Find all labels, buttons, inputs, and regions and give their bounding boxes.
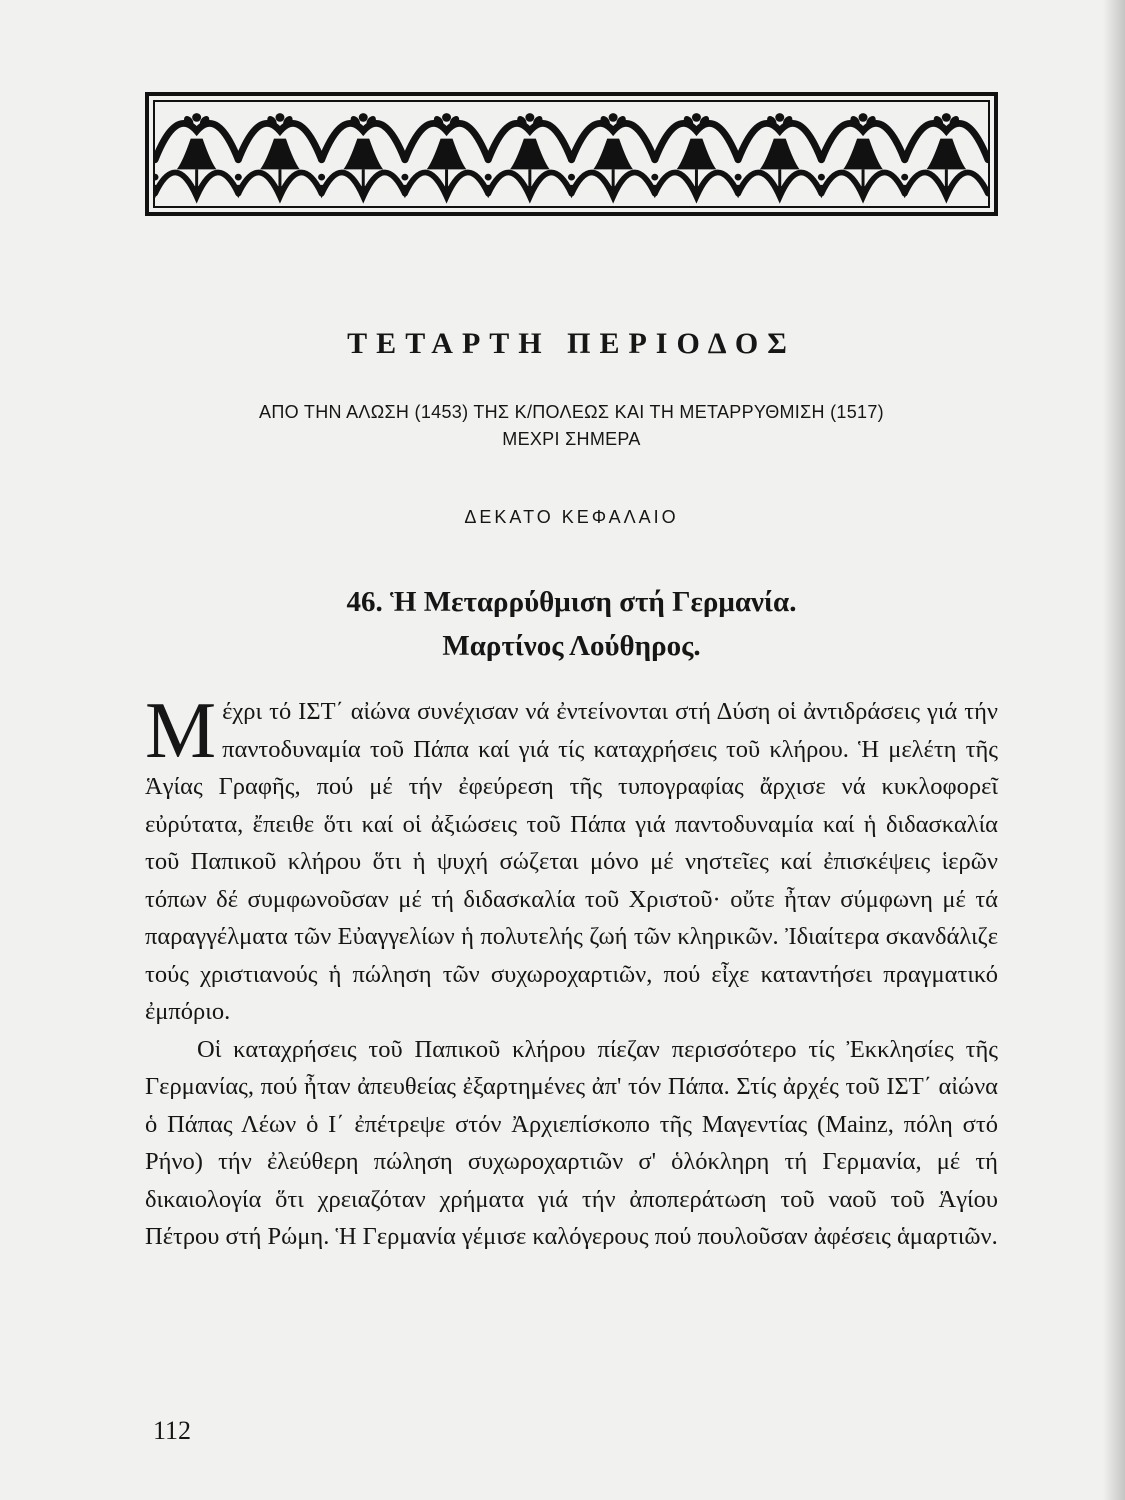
ornament-band [145, 92, 998, 216]
floral-ornament-icon [155, 102, 988, 206]
section-heading-line2: Μαρτίνος Λούθηρος. [442, 630, 701, 662]
chapter-label: ΔΕΚΑΤΟ ΚΕΦΑΛΑΙΟ [464, 507, 679, 527]
ornament-frame [153, 100, 990, 208]
body-text [145, 687, 998, 1256]
page-number: 112 [153, 1416, 192, 1445]
period-subtitle-line1: ΑΠΟ ΤΗΝ ΑΛΩΣΗ (1453) ΤΗΣ Κ/ΠΟΛΕΩΣ ΚΑΙ ΤΗ ΜΕΤΑΡΡΥΘΜΙΣΗ (1517) [259, 402, 884, 422]
paragraph-2: Οἱ καταχρήσεις τοῦ Παπικοῦ κλήρου πίεζαν περισσότερο τίς Ἐκκλησίες τῆς Γερμανίας, πού ἦταν ἀπευθείας ἐξαρτημένες ἀπ' τόν Πάπα. Στίς ἀρχές τοῦ ΙΣΤ΄ αἰώνα ὁ Πάπας Λέων ὁ Ι΄ ἐπέτρεψε στόν Ἀρχιεπίσκοπο τῆς Μαγεντίας (Mainz, πόλη στό Ρήνο) τήν ἐλεύθερη πώληση συχωροχαρτιῶν σ' ὁλόκληρη τή Γερμανία, μέ τή δικαιολογία ὅτι χρειαζόταν χρήματα γιά τήν ἀποπεράτωση τοῦ ναοῦ τοῦ Ἁγίου Πέτρου στή Ρώμη. Ἡ Γερμανία γέμισε καλόγερους πού πουλοῦσαν ἀφέσεις ἁμαρτιῶν. [145, 1035, 998, 1250]
section-heading-line1: 46. Ἡ Μεταρρύθμιση στή Γερμανία. [346, 586, 797, 618]
paragraph-1 [145, 687, 998, 1031]
drop-cap: Μ [145, 687, 217, 775]
period-subtitle [145, 399, 998, 453]
page-edge-shadow [1103, 0, 1125, 1500]
period-subtitle-line2: ΜΕΧΡΙ ΣΗΜΕΡΑ [502, 429, 641, 449]
period-title: ΤΕΤΑΡΤΗ ΠΕΡΙΟΔΟΣ [347, 327, 796, 360]
paragraph-1-text: έχρι τό ΙΣΤ΄ αἰώνα συνέχισαν νά ἐντείνονται στή Δύση οἱ ἀντιδράσεις γιά τήν παντοδυναμία τοῦ Πάπα καί γιά τίς καταχρήσεις τοῦ κλήρου. Ἡ μελέτη τῆς Ἁγίας Γραφῆς, πού μέ τήν ἐφεύρεση τῆς τυπογραφίας ἄρχισε νά κυκλοφορεῖ εὐρύτατα, ἔπειθε ὅτι καί οἱ ἀξιώσεις τοῦ Πάπα γιά παντοδυναμία καί ἡ διδασκαλία τοῦ Παπικοῦ κλήρου ὅτι ἡ ψυχή σώζεται μόνο μέ νηστεῖες καί ἐπισκέψεις ἱερῶν τόπων δέ συμφωνοῦσαν μέ τή διδασκαλία τοῦ Χριστοῦ· οὔτε ἦταν σύμφωνη μέ τά παραγγέλματα τῶν Εὐαγγελίων ἡ πολυτελής ζωή τῶν κληρικῶν. Ἰδιαίτερα σκανδάλιζε τούς χριστιανούς ἡ πώληση τῶν συχωροχαρτιῶν, πού εἶχε καταντήσει πραγματικό ἐμπόριο. [145, 698, 998, 1025]
section-heading [145, 580, 998, 668]
